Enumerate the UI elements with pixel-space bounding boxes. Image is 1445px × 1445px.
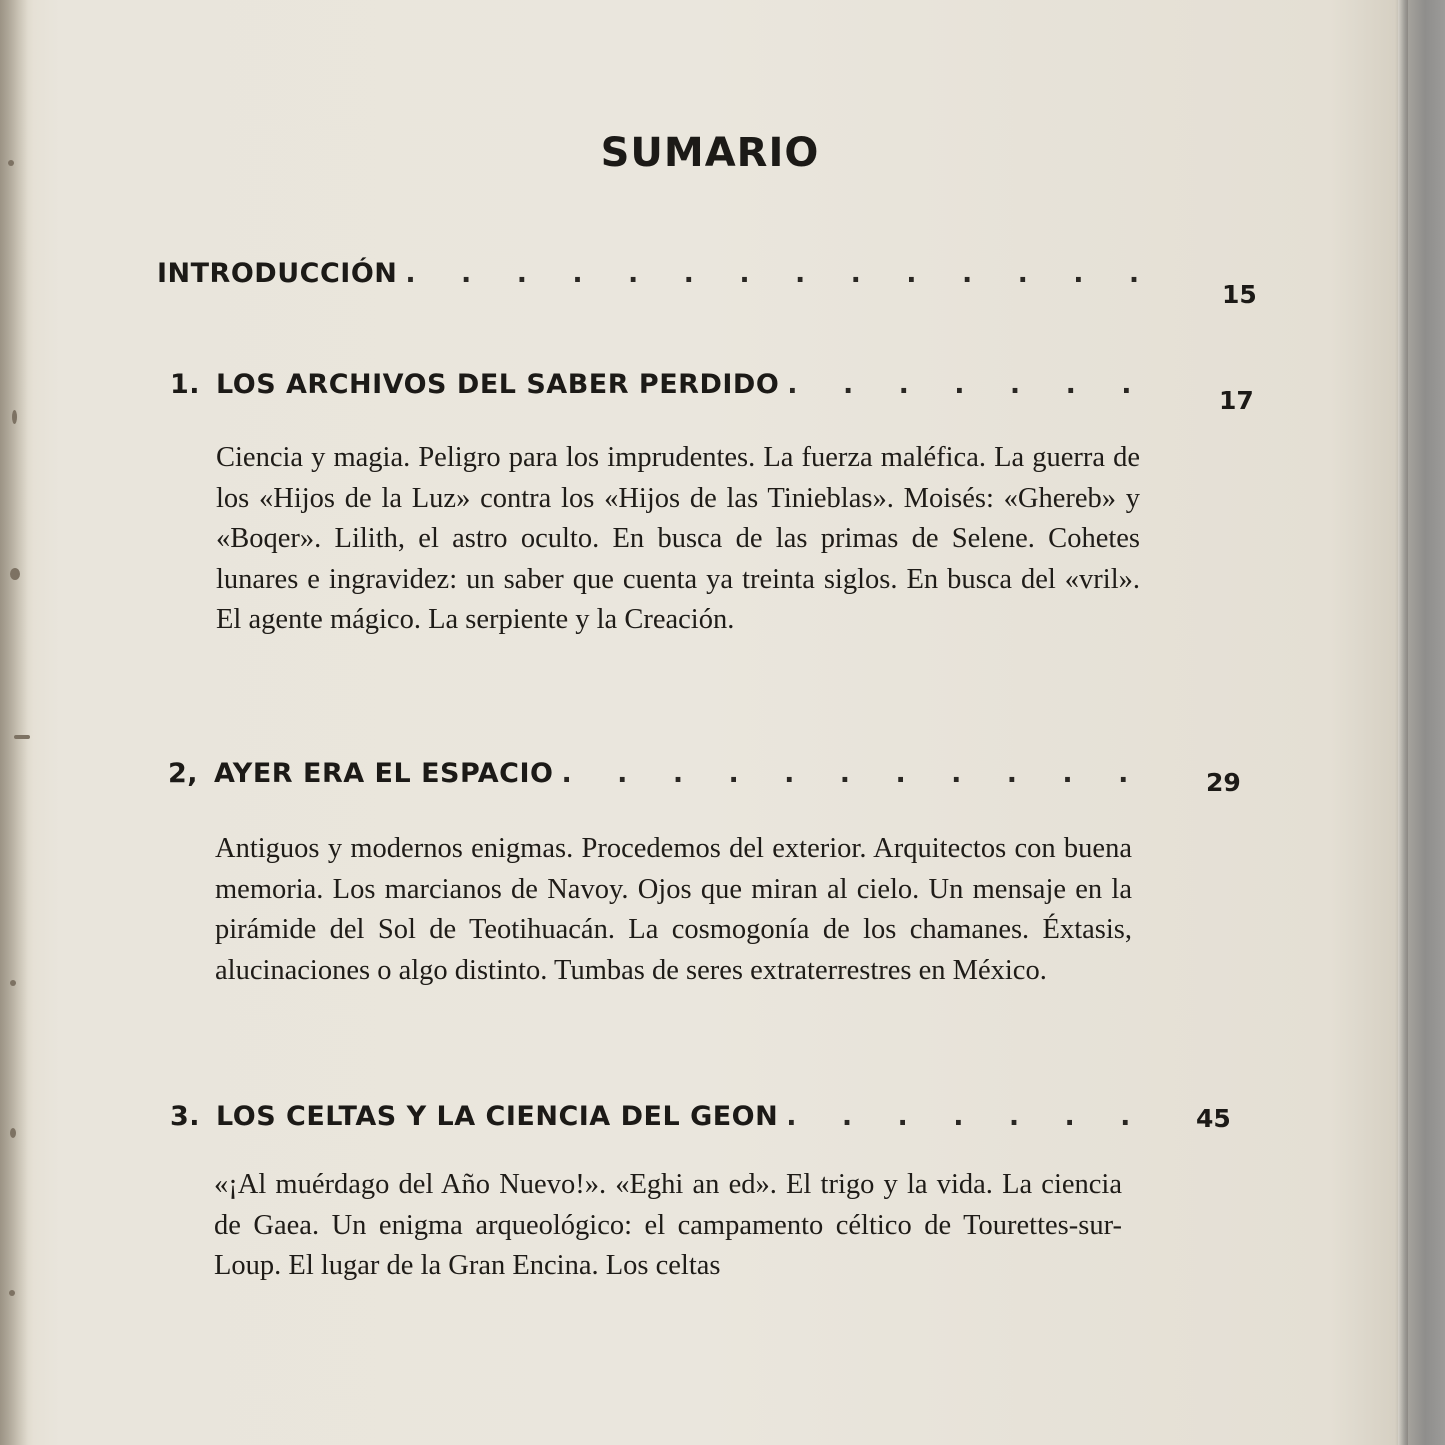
toc-entry-page-number: 15 (1222, 280, 1257, 309)
dot-leader (787, 369, 1155, 400)
chapter-title: LOS CELTAS Y LA CIENCIA DEL GEON (216, 1101, 779, 1132)
toc-entry-label: INTRODUCCIÓN (157, 258, 398, 289)
chapter-title: AYER ERA EL ESPACIO (214, 758, 554, 789)
chapter-number: 1. (170, 369, 201, 400)
toc-entry-page-number: 29 (1206, 768, 1241, 797)
chapter-number: 3. (170, 1101, 201, 1132)
toc-entry-page-number: 17 (1219, 386, 1254, 415)
toc-entry-chapter-1 (170, 369, 1155, 400)
chapter-number: 2, (168, 758, 199, 789)
chapter-summary: «¡Al muérdago del Año Nuevo!». «Eghi an ed». El trigo y la vida. La ciencia de Gaea. Un enigma arqueológico: el campamento céltico de Tourettes-sur-Loup. El lugar de la Gran Encina. Los celtas (214, 1169, 1122, 1281)
chapter-summary: Ciencia y magia. Peligro para los imprudentes. La fuerza maléfica. La guerra de los «Hijos de la Luz» contra los «Hijos de las Tinieblas». Moisés: «Ghereb» y «Boqer». Lilith, el astro oculto. En busca de las primas de Selene. Cohetes lunares e ingravidez: un saber que cuenta ya treinta siglos. En busca del «vril». El agente mágico. La serpiente y la Creación. (216, 442, 1140, 635)
toc-entry-page-number: 45 (1196, 1104, 1231, 1133)
dot-leader (786, 1101, 1135, 1132)
toc-entry-chapter-3 (170, 1101, 1135, 1132)
toc-entry-chapter-2 (168, 758, 1153, 789)
dot-leader (405, 258, 1157, 289)
chapter-summary: Antiguos y modernos enigmas. Procedemos del exterior. Arquitectos con buena memoria. Los marcianos de Navoy. Ojos que miran al cielo. Un mensaje en la pirámide del Sol de Teotihuacán. La cosmogonía de los chamanes. Éxtasis, alucinaciones o algo distinto. Tumbas de seres extraterrestres en México. (215, 833, 1132, 986)
dot-leader (562, 758, 1154, 789)
toc-entry-introduction (157, 258, 1157, 289)
page-title: SUMARIO (600, 130, 820, 176)
chapter-title: LOS ARCHIVOS DEL SABER PERDIDO (216, 369, 780, 400)
